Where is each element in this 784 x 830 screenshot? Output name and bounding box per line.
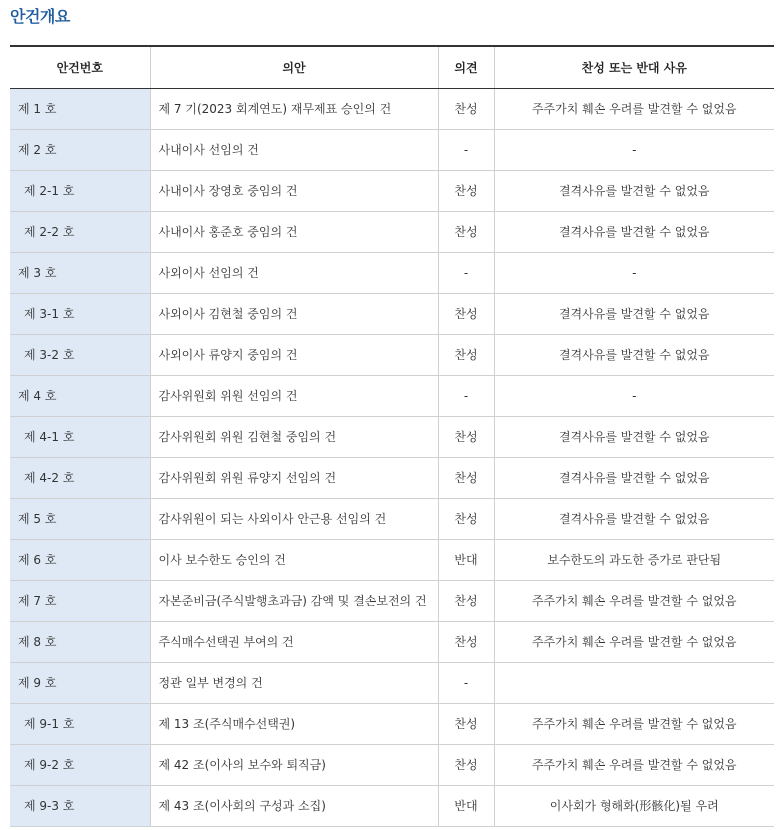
- agenda-number-cell: 제 9-1 호: [10, 703, 150, 744]
- agenda-number-cell: 제 5 호: [10, 498, 150, 539]
- table-row: [10, 88, 774, 129]
- reason-cell: 주주가치 훼손 우려를 발견할 수 없었음: [494, 744, 774, 785]
- reason-cell: -: [494, 129, 774, 170]
- agenda-item-cell: 제 42 조(이사의 보수와 퇴직금): [150, 744, 438, 785]
- agenda-number-cell: 제 3-1 호: [10, 293, 150, 334]
- reason-cell: 결격사유를 발견할 수 없었음: [494, 293, 774, 334]
- agenda-number-cell: 제 2-1 호: [10, 170, 150, 211]
- table-row: [10, 498, 774, 539]
- agenda-item-cell: 제 13 조(주식매수선택권): [150, 703, 438, 744]
- agenda-number-cell: 제 1 호: [10, 88, 150, 129]
- table-body: [10, 88, 774, 826]
- agenda-item-cell: 감사위원회 위원 류양지 선임의 건: [150, 457, 438, 498]
- agenda-item-cell: 사내이사 홍준호 중임의 건: [150, 211, 438, 252]
- reason-cell: 결격사유를 발견할 수 없었음: [494, 334, 774, 375]
- agenda-number-cell: 제 2 호: [10, 129, 150, 170]
- table-row: [10, 293, 774, 334]
- opinion-cell: 찬성: [438, 293, 494, 334]
- opinion-cell: -: [438, 662, 494, 703]
- reason-cell: 결격사유를 발견할 수 없었음: [494, 170, 774, 211]
- agenda-item-cell: 감사위원회 위원 김현철 중임의 건: [150, 416, 438, 457]
- agenda-item-cell: 감사위원회 위원 선임의 건: [150, 375, 438, 416]
- table-row: [10, 539, 774, 580]
- agenda-number-cell: 제 9-3 호: [10, 785, 150, 826]
- reason-cell: 주주가치 훼손 우려를 발견할 수 없었음: [494, 88, 774, 129]
- table-row: [10, 170, 774, 211]
- agenda-number-cell: 제 9 호: [10, 662, 150, 703]
- agenda-item-cell: 사외이사 선임의 건: [150, 252, 438, 293]
- agenda-number-cell: 제 7 호: [10, 580, 150, 621]
- table-row: [10, 416, 774, 457]
- agenda-item-cell: 사내이사 장영호 중임의 건: [150, 170, 438, 211]
- table-row: [10, 129, 774, 170]
- reason-cell: [494, 662, 774, 703]
- opinion-cell: 반대: [438, 785, 494, 826]
- agenda-item-cell: 주식매수선택권 부여의 건: [150, 621, 438, 662]
- table-row: [10, 621, 774, 662]
- table-row: [10, 211, 774, 252]
- opinion-cell: 찬성: [438, 621, 494, 662]
- agenda-number-cell: 제 4-1 호: [10, 416, 150, 457]
- agenda-number-cell: 제 4-2 호: [10, 457, 150, 498]
- agenda-item-cell: 사외이사 김현철 중임의 건: [150, 293, 438, 334]
- opinion-cell: 찬성: [438, 88, 494, 129]
- opinion-cell: 찬성: [438, 744, 494, 785]
- opinion-cell: 찬성: [438, 416, 494, 457]
- page-title: 안건개요: [10, 7, 70, 26]
- reason-cell: 결격사유를 발견할 수 없었음: [494, 416, 774, 457]
- agenda-number-cell: 제 4 호: [10, 375, 150, 416]
- table-row: [10, 580, 774, 621]
- opinion-cell: 반대: [438, 539, 494, 580]
- opinion-cell: -: [438, 252, 494, 293]
- agenda-number-cell: 제 3 호: [10, 252, 150, 293]
- header-reason: 찬성 또는 반대 사유: [494, 46, 774, 88]
- header-agenda-number: 안건번호: [10, 46, 150, 88]
- table-row: [10, 334, 774, 375]
- reason-cell: 주주가치 훼손 우려를 발견할 수 없었음: [494, 621, 774, 662]
- opinion-cell: 찬성: [438, 703, 494, 744]
- opinion-cell: 찬성: [438, 211, 494, 252]
- agenda-number-cell: 제 9-2 호: [10, 744, 150, 785]
- agenda-item-cell: 정관 일부 변경의 건: [150, 662, 438, 703]
- header-agenda-item: 의안: [150, 46, 438, 88]
- table-header-row: [10, 46, 774, 88]
- reason-cell: -: [494, 375, 774, 416]
- reason-cell: 이사회가 형해화(形骸化)될 우려: [494, 785, 774, 826]
- opinion-cell: 찬성: [438, 334, 494, 375]
- reason-cell: 결격사유를 발견할 수 없었음: [494, 498, 774, 539]
- opinion-cell: 찬성: [438, 170, 494, 211]
- table-row: [10, 662, 774, 703]
- table-row: [10, 785, 774, 826]
- agenda-item-cell: 사내이사 선임의 건: [150, 129, 438, 170]
- agenda-number-cell: 제 2-2 호: [10, 211, 150, 252]
- agenda-item-cell: 감사위원이 되는 사외이사 안근용 선임의 건: [150, 498, 438, 539]
- reason-cell: 결격사유를 발견할 수 없었음: [494, 457, 774, 498]
- reason-cell: 주주가치 훼손 우려를 발견할 수 없었음: [494, 580, 774, 621]
- agenda-table: [10, 45, 774, 827]
- table-row: [10, 252, 774, 293]
- opinion-cell: 찬성: [438, 457, 494, 498]
- table-row: [10, 375, 774, 416]
- reason-cell: -: [494, 252, 774, 293]
- opinion-cell: 찬성: [438, 580, 494, 621]
- opinion-cell: -: [438, 375, 494, 416]
- agenda-item-cell: 이사 보수한도 승인의 건: [150, 539, 438, 580]
- agenda-item-cell: 사외이사 류양지 중임의 건: [150, 334, 438, 375]
- table-row: [10, 457, 774, 498]
- reason-cell: 보수한도의 과도한 증가로 판단됨: [494, 539, 774, 580]
- agenda-number-cell: 제 8 호: [10, 621, 150, 662]
- agenda-item-cell: 제 7 기(2023 회계연도) 재무제표 승인의 건: [150, 88, 438, 129]
- opinion-cell: 찬성: [438, 498, 494, 539]
- opinion-cell: -: [438, 129, 494, 170]
- reason-cell: 주주가치 훼손 우려를 발견할 수 없었음: [494, 703, 774, 744]
- header-opinion: 의견: [438, 46, 494, 88]
- agenda-number-cell: 제 3-2 호: [10, 334, 150, 375]
- agenda-item-cell: 자본준비금(주식발행초과금) 감액 및 결손보전의 건: [150, 580, 438, 621]
- table-row: [10, 744, 774, 785]
- agenda-item-cell: 제 43 조(이사회의 구성과 소집): [150, 785, 438, 826]
- agenda-number-cell: 제 6 호: [10, 539, 150, 580]
- reason-cell: 결격사유를 발견할 수 없었음: [494, 211, 774, 252]
- table-row: [10, 703, 774, 744]
